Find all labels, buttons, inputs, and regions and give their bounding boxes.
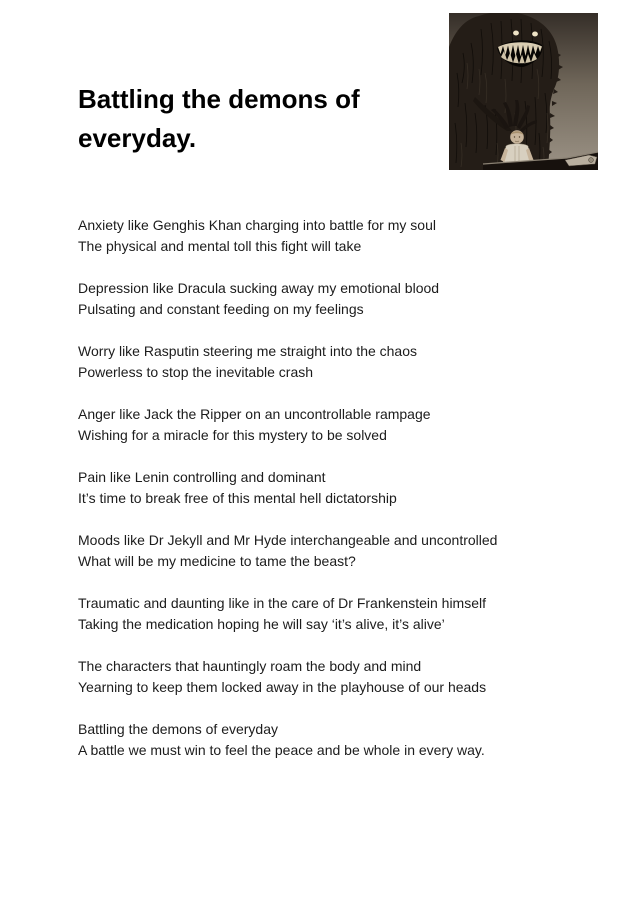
poem-line: Taking the medication hoping he will say ‘it’s alive, it’s alive’	[78, 616, 445, 632]
poem-line: Wishing for a miracle for this mystery to be solved	[78, 427, 387, 443]
poem-stanza	[78, 215, 608, 257]
poem-stanza	[78, 719, 608, 761]
poem-line: Powerless to stop the inevitable crash	[78, 364, 314, 380]
poem-line: Worry like Rasputin steering me straight into the chaos	[78, 343, 418, 359]
poem-line: The characters that hauntingly roam the body and mind	[78, 658, 422, 674]
poem-line: Anger like Jack the Ripper on an uncontrollable rampage	[78, 406, 431, 422]
poem-stanza	[78, 341, 608, 383]
poem-line: What will be my medicine to tame the beast?	[78, 553, 356, 569]
poem-line: Pulsating and constant feeding on my feelings	[78, 301, 364, 317]
poem-stanza	[78, 656, 608, 698]
poem-line: It’s time to break free of this mental hell dictatorship	[78, 490, 397, 506]
poem-stanza	[78, 530, 608, 572]
monster-illustration	[449, 13, 598, 170]
poem-stanza	[78, 467, 608, 509]
poem-line: Depression like Dracula sucking away my emotional blood	[78, 280, 440, 296]
poem-line: Moods like Dr Jekyll and Mr Hyde interchangeable and uncontrolled	[78, 532, 498, 548]
poem-line: Battling the demons of everyday	[78, 721, 279, 737]
poem-line: A battle we must win to feel the peace and be whole in every way.	[78, 742, 485, 758]
poem-line: Pain like Lenin controlling and dominant	[78, 469, 326, 485]
monster-eye-left	[513, 31, 519, 36]
monster-eye-right	[532, 32, 538, 37]
poem-stanza	[78, 593, 608, 635]
poem	[78, 215, 608, 782]
page-title: Battling the demons of everyday.	[78, 84, 360, 153]
poem-line: The physical and mental toll this fight will take	[78, 238, 362, 254]
poem-stanza	[78, 404, 608, 446]
poem-line: Traumatic and daunting like in the care of Dr Frankenstein himself	[78, 595, 487, 611]
poem-line: Yearning to keep them locked away in the playhouse of our heads	[78, 679, 487, 695]
poem-stanza	[78, 278, 608, 320]
paper-stamp	[589, 158, 594, 163]
poem-line: Anxiety like Genghis Khan charging into battle for my soul	[78, 217, 436, 233]
